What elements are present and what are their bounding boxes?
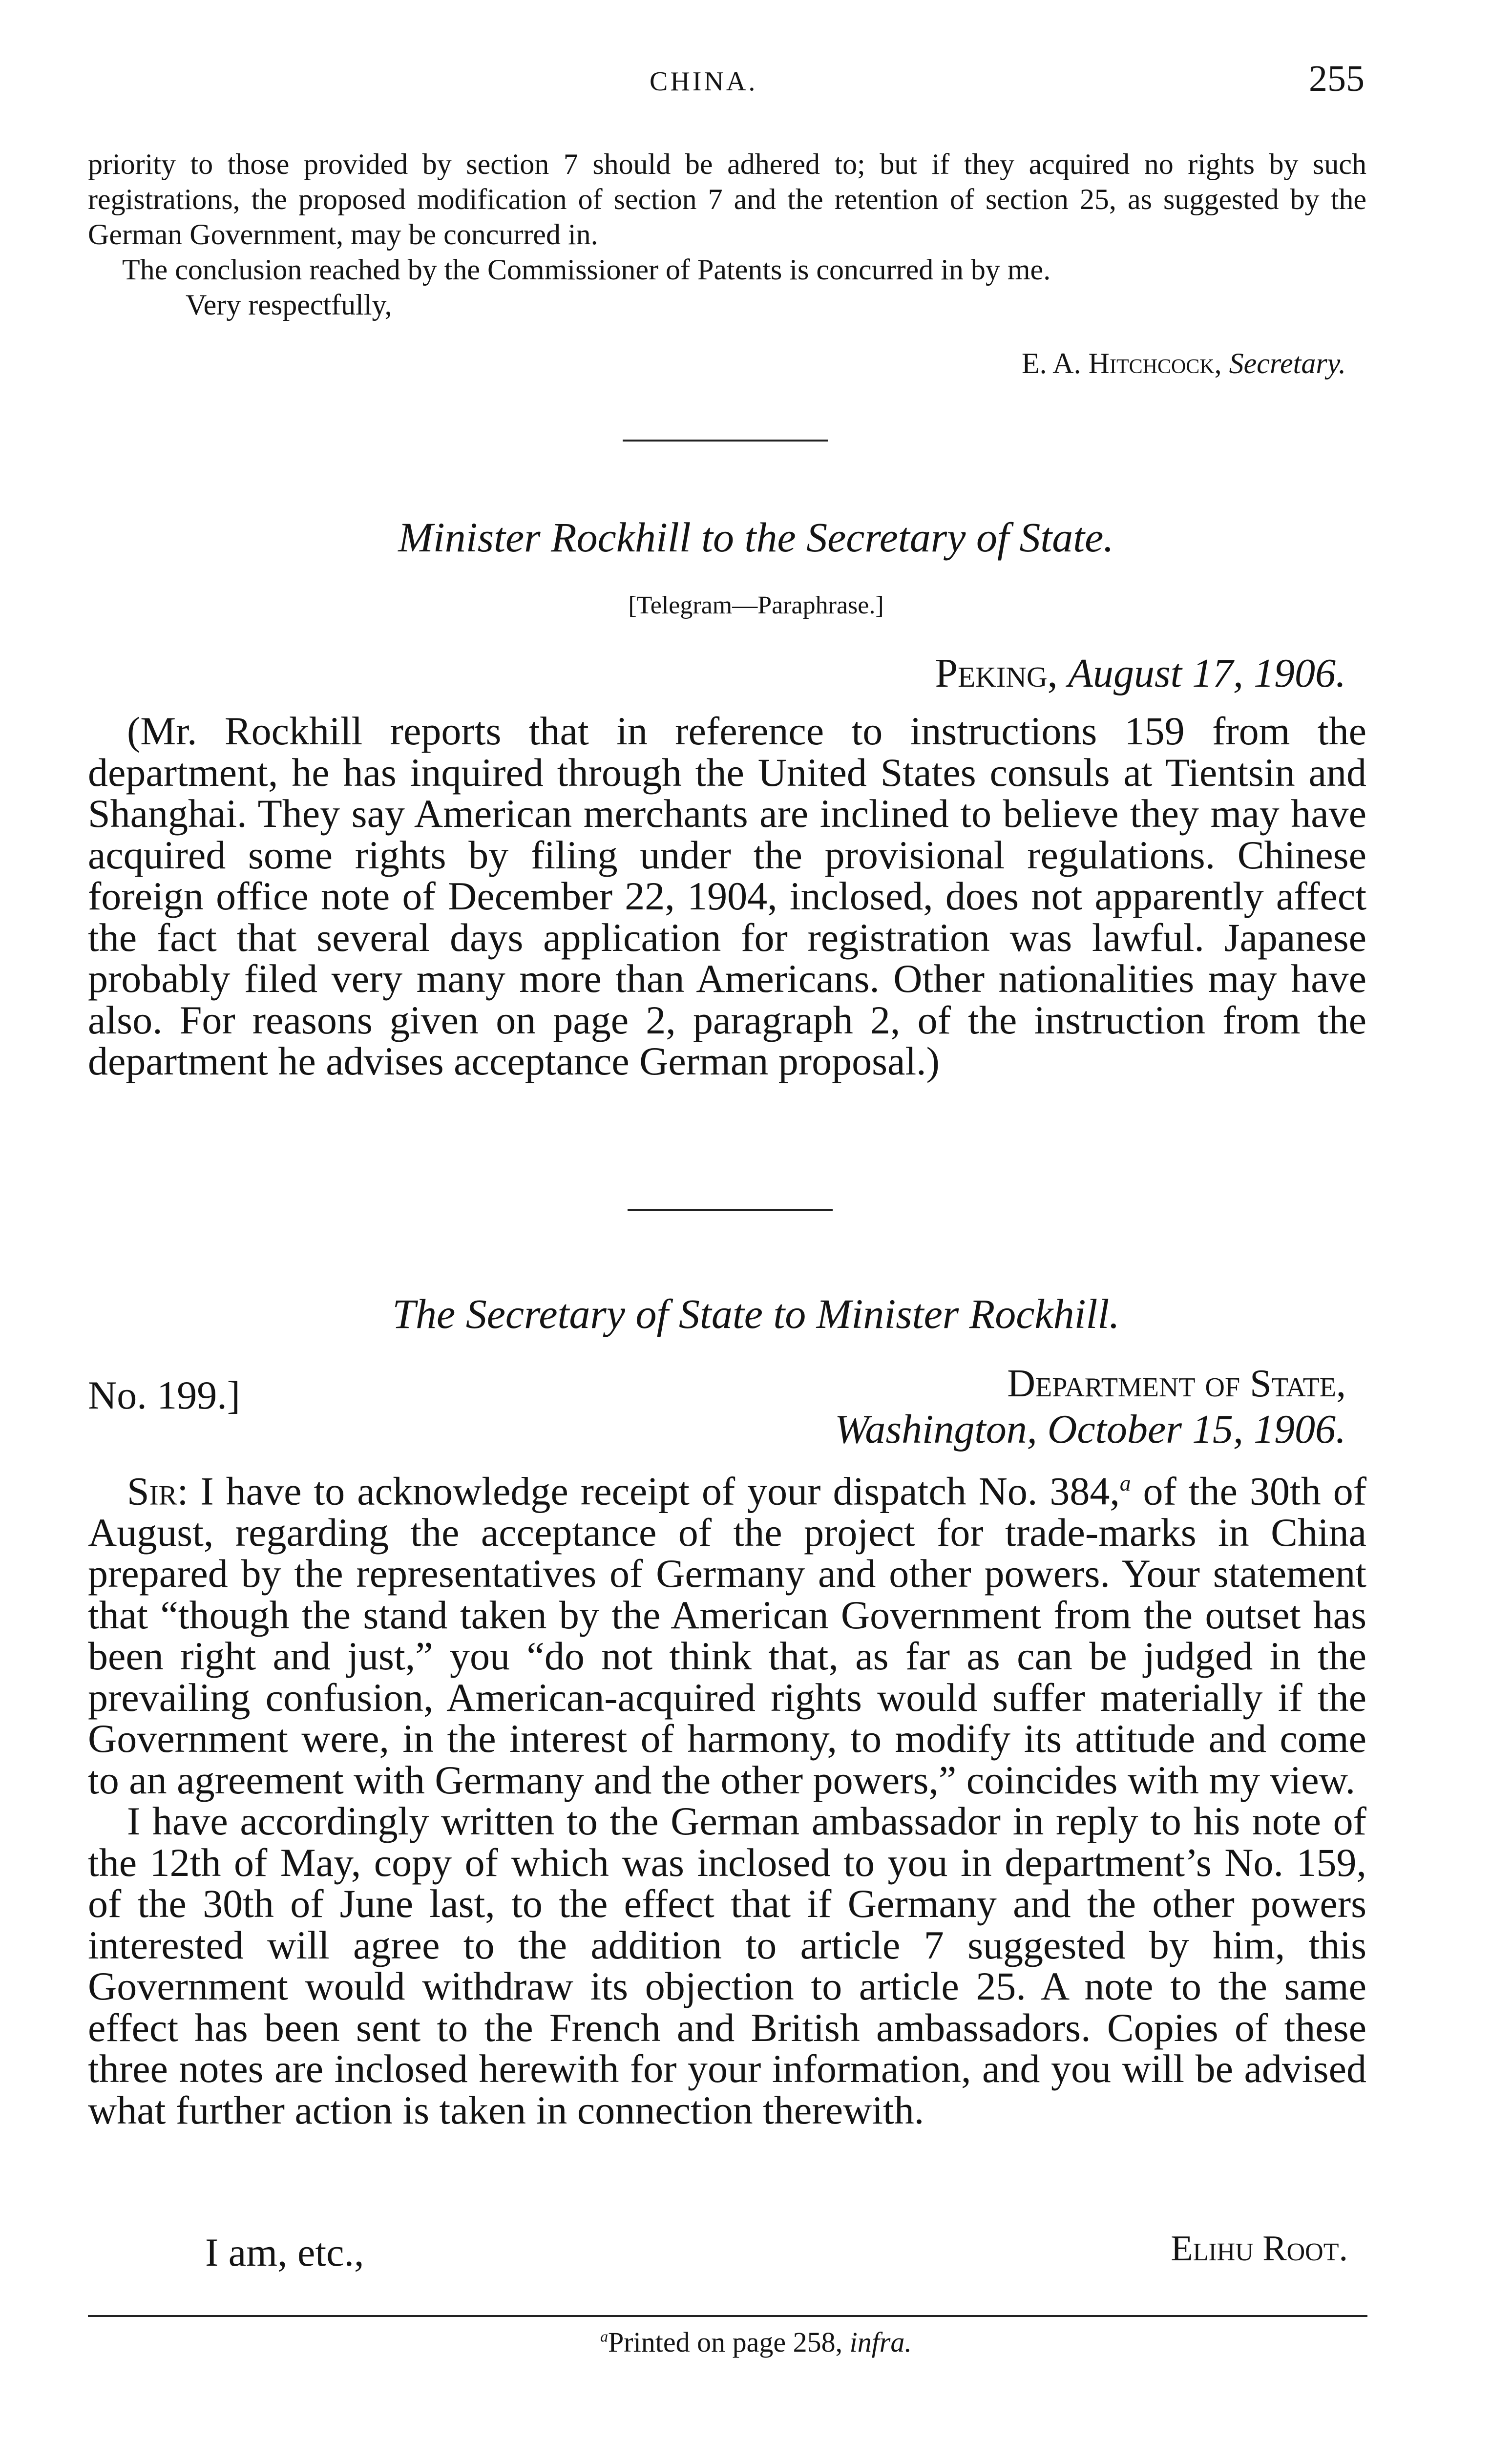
prior-letter-text (88, 147, 1366, 322)
section-divider (623, 440, 828, 442)
paragraph-1-start: I have to acknowledge receipt of your dispatch No. 384, (200, 1469, 1120, 1514)
hitchcock-signature (1022, 347, 1346, 380)
paragraph-1-rest: of the 30th of August, regarding the acceptance of the project for trade-marks in China prepared by the representatives of Germany and other powers. Your statement that “though the stand taken by the American Government from the outset has been right and just,” you “do not think that, as far as can be judged in the prevailing confusion, American-acquired rights would suffer materially if the Government were, in the interest of harmony, to modify its attitude and come to an agreement with Germany and the other powers,” coincides with my view. (88, 1469, 1367, 1802)
signature-title: Secretary. (1229, 347, 1346, 379)
telegram-date: August 17, 1906. (1068, 651, 1346, 696)
telegram-note: [Telegram—Paraphrase.] (628, 591, 884, 619)
instruction-paragraph-2: I have accordingly written to the German ambassador in reply to his note of the 12th of May, copy of which was inclosed to you in department’s No. 159, of the 30th of June last, to the effect that if Germany and the other powers interested will agree to the addition to article 7 suggested by him, this Government would withdraw its objection to article 25. A note to the same effect has been sent to the French and British ambassadors. Copies of these three notes are inclosed herewith for your information, and you will be advised what further action is taken in connection therewith. (88, 1799, 1366, 2132)
closing: I am, etc., (205, 2230, 364, 2274)
footnote-divider (88, 2315, 1367, 2317)
prior-letter-paragraph: priority to those provided by section 7 should be adhered to; but if they acquired no rights by such registrations, the proposed modification of section 7 and the retention of section 25, as suggested by the German Government, may be concurred in. (88, 148, 1366, 251)
footnote-mark: a (600, 2328, 609, 2345)
instruction-heading: The Secretary of State to Minister Rockhill. (392, 1290, 1120, 1337)
section-divider (628, 1209, 833, 1211)
prior-letter-concurrence: The conclusion reached by the Commissioner of Patents is concurred in by me. (122, 253, 1051, 286)
telegram-place: Peking, (935, 651, 1058, 696)
telegram-dateline (935, 650, 1346, 697)
page-number: 255 (1309, 58, 1365, 99)
place-date-line: Washington, October 15, 1906. (835, 1407, 1346, 1452)
instruction-body (88, 1463, 1366, 2131)
instruction-paragraph-1 (88, 1463, 1366, 1801)
instruction-number: No. 199.] (88, 1373, 241, 1417)
telegram-heading: Minister Rockhill to the Secretary of State. (398, 514, 1114, 561)
footnote (0, 2326, 1512, 2358)
telegram-body (88, 711, 1366, 1082)
telegram-paragraph: (Mr. Rockhill reports that in reference to instructions 159 from the department, he has inquired through the United States consuls at Tientsin and Shanghai. They say American merchants are inclined to believe they may have acquired some rights by filing under the provisional regulations. Chinese foreign office note of December 22, 1904, inclosed, does not apparently affect the fact that several days application for registration was lawful. Japanese probably filed very many more than Americans. Other nationalities may have also. For reasons given on page 2, paragraph 2, of the instruction from the department he advises acceptance German proposal.) (88, 709, 1366, 1083)
footnote-reference: a (1119, 1471, 1131, 1495)
footnote-italic: infra. (849, 2326, 912, 2358)
salutation: Sir: (127, 1469, 189, 1514)
footnote-text: Printed on page 258, (608, 2326, 850, 2358)
root-signature: Elihu Root. (1171, 2229, 1348, 2269)
signature-name: E. A. Hitchcock, (1021, 347, 1222, 379)
running-head: CHINA. (650, 66, 758, 97)
valediction: Very respectfully, (186, 289, 392, 321)
department-line: Department of State, (1007, 1362, 1346, 1405)
